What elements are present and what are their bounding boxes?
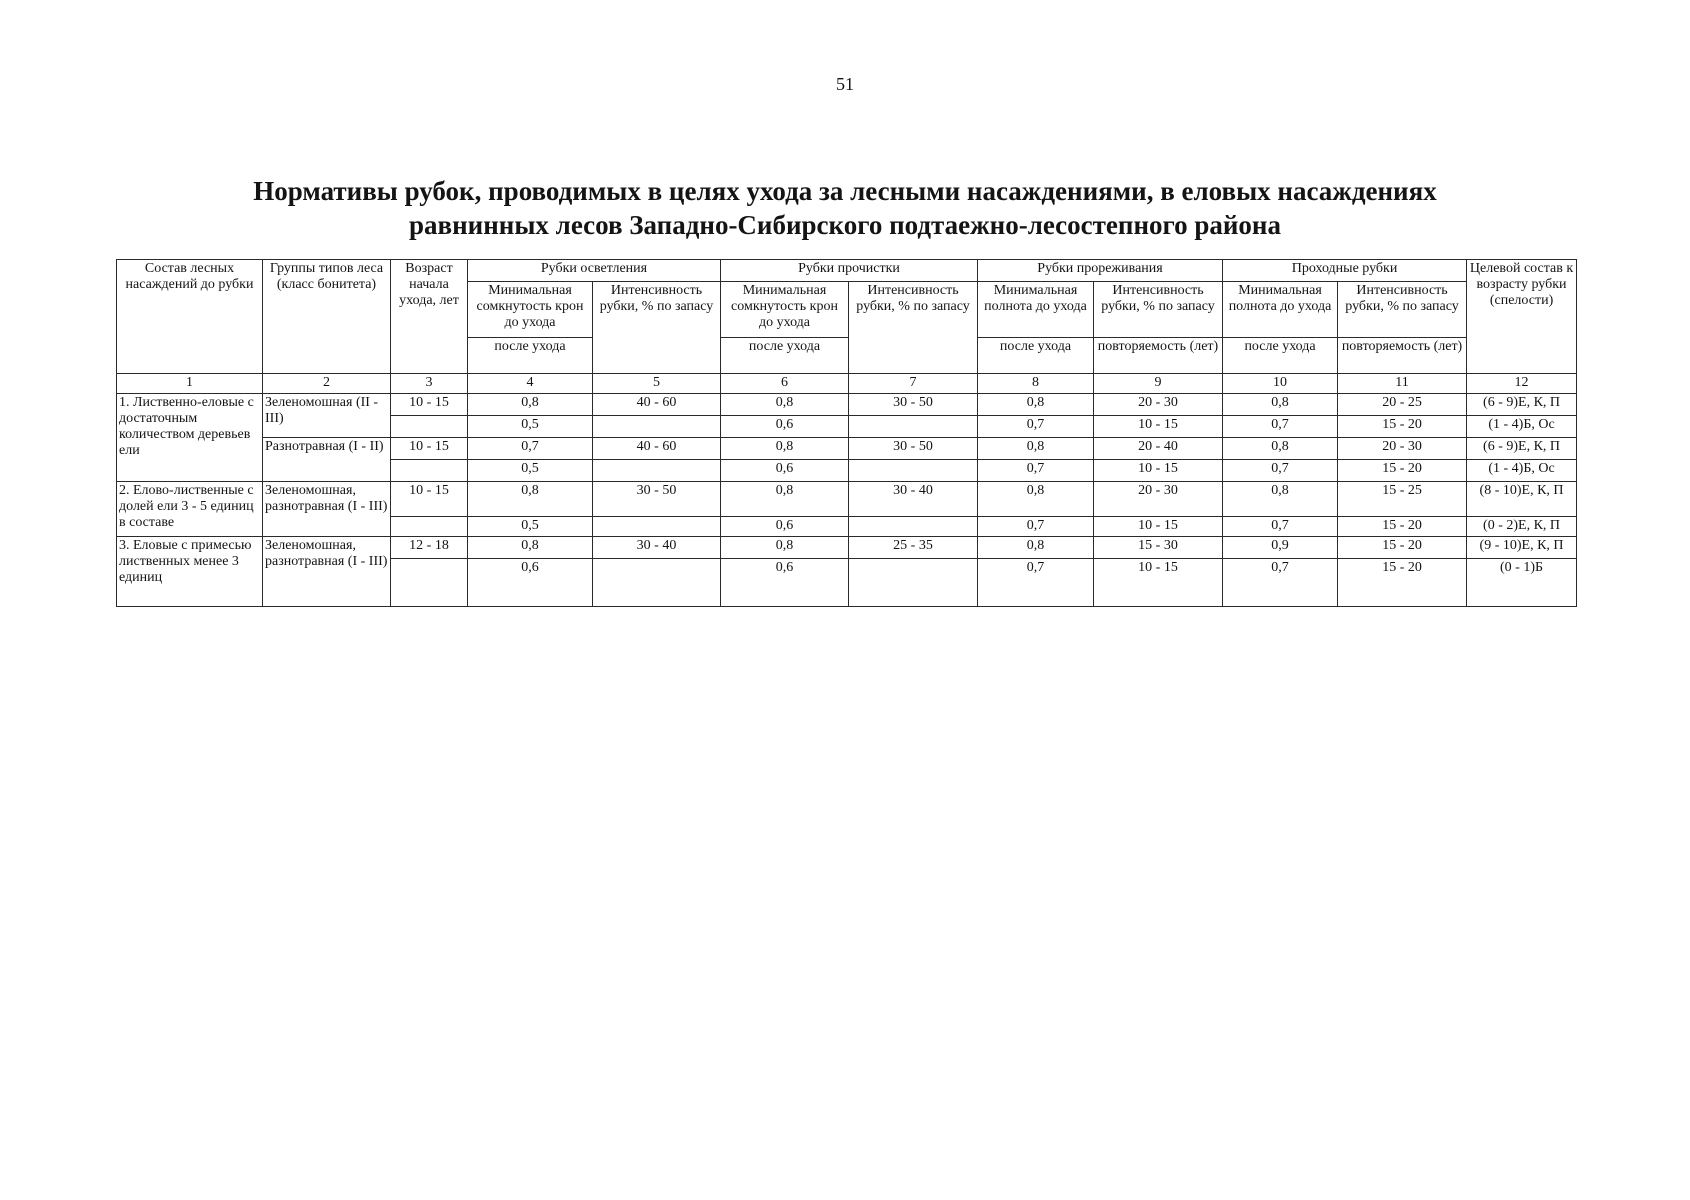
canopy-cell: 0,8 bbox=[721, 537, 849, 559]
target-cell: (0 - 1)Б bbox=[1467, 559, 1577, 607]
intensity-cell bbox=[849, 460, 978, 482]
intensity-cell: 30 - 40 bbox=[849, 482, 978, 517]
header-min-density: Минимальная полнота до ухода bbox=[1223, 282, 1338, 338]
density-cell: 0,7 bbox=[978, 460, 1094, 482]
header-thinning: Рубки прореживания bbox=[978, 260, 1223, 282]
canopy-cell: 0,8 bbox=[721, 394, 849, 416]
age-cell: 10 - 15 bbox=[391, 394, 468, 416]
column-number: 2 bbox=[263, 374, 391, 394]
table-row bbox=[117, 537, 1577, 559]
forest-group-cell: Разнотравная (I - II) bbox=[263, 438, 391, 482]
density-cell: 0,8 bbox=[978, 394, 1094, 416]
canopy-cell: 0,6 bbox=[721, 416, 849, 438]
forest-group-cell: Зеленомошная, разнотравная (I - III) bbox=[263, 537, 391, 607]
intensity-cell: 15 - 25 bbox=[1338, 482, 1467, 517]
intensity-cell: 10 - 15 bbox=[1094, 559, 1223, 607]
density-cell: 0,7 bbox=[978, 416, 1094, 438]
header-min-canopy: Минимальная сомкнутость крон до ухода bbox=[721, 282, 849, 338]
header-intensity: Интенсивность рубки, % по запасу bbox=[1338, 282, 1467, 338]
target-cell: (1 - 4)Б, Ос bbox=[1467, 460, 1577, 482]
intensity-cell: 15 - 20 bbox=[1338, 517, 1467, 537]
canopy-cell: 0,8 bbox=[468, 537, 593, 559]
header-forest-groups: Группы типов леса (класс бонитета) bbox=[263, 260, 391, 374]
header-intensity: Интенсивность рубки, % по запасу bbox=[1094, 282, 1223, 338]
column-number: 4 bbox=[468, 374, 593, 394]
density-cell: 0,8 bbox=[978, 482, 1094, 517]
column-number: 9 bbox=[1094, 374, 1223, 394]
header-target: Целевой состав к возрасту рубки (спелости) bbox=[1467, 260, 1577, 374]
header-intensity: Интенсивность рубки, % по запасу bbox=[593, 282, 721, 374]
composition-cell: 3. Еловые с примесью лиственных менее 3 единиц bbox=[117, 537, 263, 607]
canopy-cell: 0,8 bbox=[721, 482, 849, 517]
density-cell: 0,8 bbox=[978, 438, 1094, 460]
intensity-cell: 30 - 50 bbox=[849, 438, 978, 460]
header-cleaning: Рубки прочистки bbox=[721, 260, 978, 282]
canopy-cell: 0,6 bbox=[721, 559, 849, 607]
intensity-cell: 15 - 20 bbox=[1338, 537, 1467, 559]
header-intensity: Интенсивность рубки, % по запасу bbox=[849, 282, 978, 374]
intensity-cell: 25 - 35 bbox=[849, 537, 978, 559]
canopy-cell: 0,5 bbox=[468, 416, 593, 438]
column-number: 12 bbox=[1467, 374, 1577, 394]
canopy-cell: 0,6 bbox=[721, 460, 849, 482]
intensity-cell: 40 - 60 bbox=[593, 438, 721, 460]
header-passage: Проходные рубки bbox=[1223, 260, 1467, 282]
header-repeat-years: повторяемость (лет) bbox=[1094, 338, 1223, 374]
canopy-cell: 0,6 bbox=[721, 517, 849, 537]
intensity-cell: 20 - 30 bbox=[1094, 482, 1223, 517]
table-row bbox=[117, 438, 1577, 460]
canopy-cell: 0,7 bbox=[468, 438, 593, 460]
intensity-cell bbox=[849, 416, 978, 438]
canopy-cell: 0,8 bbox=[468, 394, 593, 416]
forest-group-cell: Зеленомошная (II - III) bbox=[263, 394, 391, 438]
canopy-cell: 0,5 bbox=[468, 460, 593, 482]
canopy-cell: 0,6 bbox=[468, 559, 593, 607]
header-clarification: Рубки осветления bbox=[468, 260, 721, 282]
intensity-cell bbox=[849, 559, 978, 607]
intensity-cell: 30 - 50 bbox=[593, 482, 721, 517]
column-number: 10 bbox=[1223, 374, 1338, 394]
forest-group-cell: Зеленомошная, разнотравная (I - III) bbox=[263, 482, 391, 537]
column-number: 5 bbox=[593, 374, 721, 394]
density-cell: 0,7 bbox=[1223, 460, 1338, 482]
column-number: 11 bbox=[1338, 374, 1467, 394]
intensity-cell: 10 - 15 bbox=[1094, 460, 1223, 482]
intensity-cell: 20 - 30 bbox=[1338, 438, 1467, 460]
header-after-care: после ухода bbox=[721, 338, 849, 374]
density-cell: 0,8 bbox=[1223, 482, 1338, 517]
header-composition: Состав лесных насаждений до рубки bbox=[117, 260, 263, 374]
header-min-canopy: Минимальная сомкнутость крон до ухода bbox=[468, 282, 593, 338]
norms-table bbox=[116, 259, 1577, 607]
column-number: 8 bbox=[978, 374, 1094, 394]
header-age-start: Возраст начала ухода, лет bbox=[391, 260, 468, 374]
target-cell: (6 - 9)Е, К, П bbox=[1467, 438, 1577, 460]
age-cell bbox=[391, 517, 468, 537]
intensity-cell: 30 - 40 bbox=[593, 537, 721, 559]
age-cell bbox=[391, 460, 468, 482]
age-cell bbox=[391, 559, 468, 607]
intensity-cell: 15 - 30 bbox=[1094, 537, 1223, 559]
header-after-care: после ухода bbox=[978, 338, 1094, 374]
canopy-cell: 0,8 bbox=[721, 438, 849, 460]
title-line-1: Нормативы рубок, проводимых в целях ухода за лесными насаждениями, в еловых насаждениях bbox=[253, 176, 1437, 206]
intensity-cell: 20 - 40 bbox=[1094, 438, 1223, 460]
target-cell: (8 - 10)Е, К, П bbox=[1467, 482, 1577, 517]
age-cell bbox=[391, 416, 468, 438]
intensity-cell bbox=[593, 460, 721, 482]
table-row bbox=[117, 482, 1577, 517]
age-cell: 10 - 15 bbox=[391, 438, 468, 460]
target-cell: (1 - 4)Б, Ос bbox=[1467, 416, 1577, 438]
density-cell: 0,8 bbox=[1223, 438, 1338, 460]
composition-cell: 2. Елово-лиственные с долей ели 3 - 5 единиц в составе bbox=[117, 482, 263, 537]
header-min-density: Минимальная полнота до ухода bbox=[978, 282, 1094, 338]
title-line-2: равнинных лесов Западно-Сибирского подтаежно-лесостепного района bbox=[409, 210, 1281, 240]
intensity-cell: 15 - 20 bbox=[1338, 416, 1467, 438]
column-number: 1 bbox=[117, 374, 263, 394]
canopy-cell: 0,8 bbox=[468, 482, 593, 517]
target-cell: (6 - 9)Е, К, П bbox=[1467, 394, 1577, 416]
intensity-cell bbox=[593, 559, 721, 607]
column-number: 7 bbox=[849, 374, 978, 394]
intensity-cell: 15 - 20 bbox=[1338, 460, 1467, 482]
intensity-cell bbox=[593, 416, 721, 438]
header-after-care: после ухода bbox=[1223, 338, 1338, 374]
density-cell: 0,7 bbox=[1223, 559, 1338, 607]
intensity-cell bbox=[849, 517, 978, 537]
column-number: 6 bbox=[721, 374, 849, 394]
density-cell: 0,9 bbox=[1223, 537, 1338, 559]
intensity-cell: 40 - 60 bbox=[593, 394, 721, 416]
header-after-care: после ухода bbox=[468, 338, 593, 374]
canopy-cell: 0,5 bbox=[468, 517, 593, 537]
age-cell: 10 - 15 bbox=[391, 482, 468, 517]
intensity-cell: 10 - 15 bbox=[1094, 416, 1223, 438]
page-number: 51 bbox=[836, 74, 854, 94]
density-cell: 0,7 bbox=[1223, 416, 1338, 438]
age-cell: 12 - 18 bbox=[391, 537, 468, 559]
target-cell: (9 - 10)Е, К, П bbox=[1467, 537, 1577, 559]
density-cell: 0,7 bbox=[978, 517, 1094, 537]
column-number: 3 bbox=[391, 374, 468, 394]
composition-cell: 1. Лиственно-еловые с достаточным количеством деревьев ели bbox=[117, 394, 263, 482]
intensity-cell: 30 - 50 bbox=[849, 394, 978, 416]
target-cell: (0 - 2)Е, К, П bbox=[1467, 517, 1577, 537]
table-row bbox=[117, 394, 1577, 416]
intensity-cell bbox=[593, 517, 721, 537]
intensity-cell: 20 - 30 bbox=[1094, 394, 1223, 416]
intensity-cell: 15 - 20 bbox=[1338, 559, 1467, 607]
document-title bbox=[0, 174, 1690, 242]
header-repeat-years: повторяемость (лет) bbox=[1338, 338, 1467, 374]
density-cell: 0,7 bbox=[1223, 517, 1338, 537]
intensity-cell: 20 - 25 bbox=[1338, 394, 1467, 416]
density-cell: 0,7 bbox=[978, 559, 1094, 607]
density-cell: 0,8 bbox=[978, 537, 1094, 559]
density-cell: 0,8 bbox=[1223, 394, 1338, 416]
intensity-cell: 10 - 15 bbox=[1094, 517, 1223, 537]
